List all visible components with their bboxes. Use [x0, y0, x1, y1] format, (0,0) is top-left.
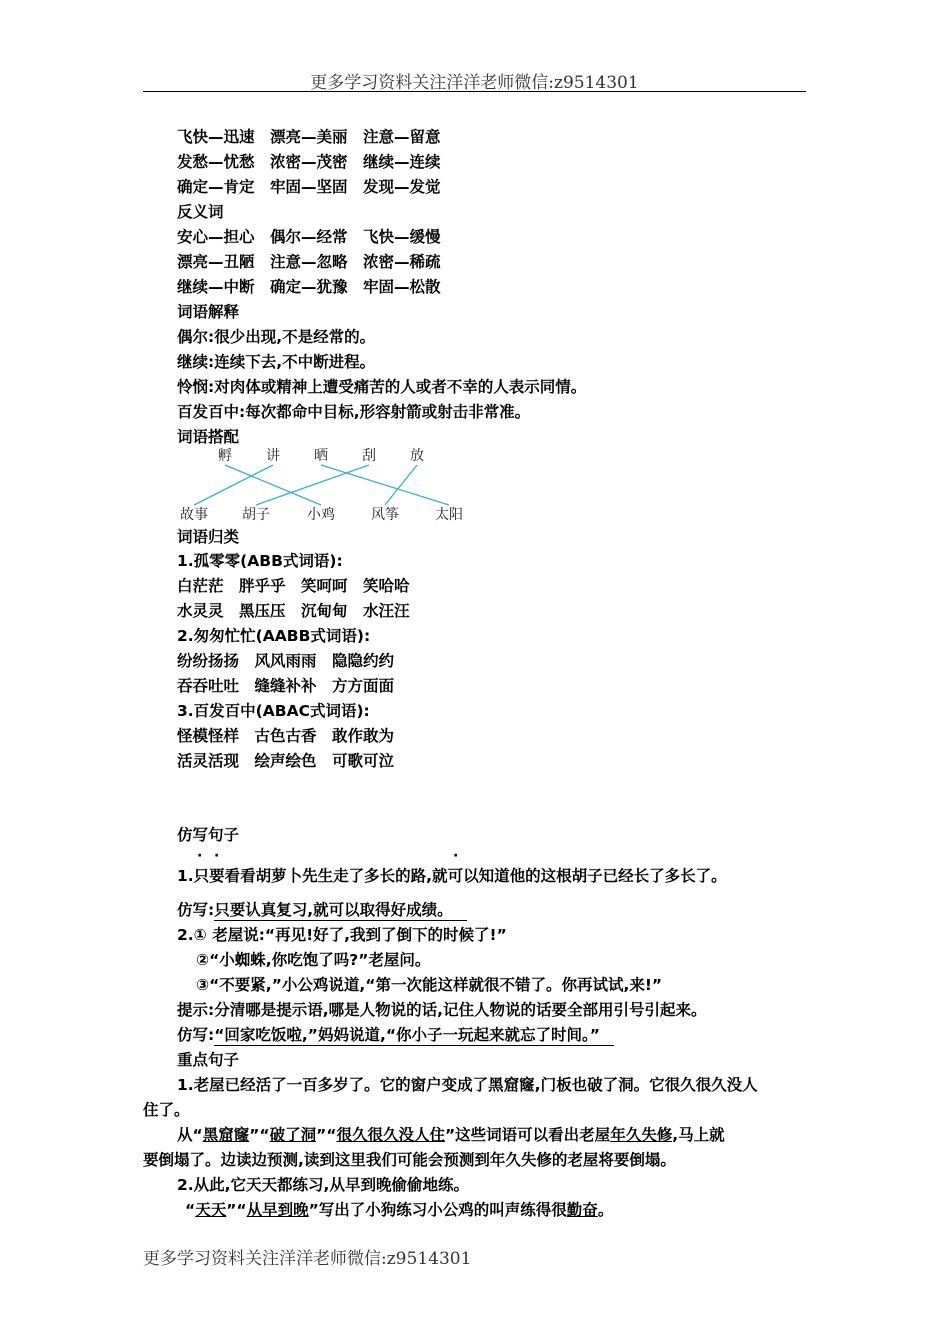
antonym-line-1: 安心—担心 偶尔—经常 飞快—缓慢	[177, 228, 441, 246]
match-bottom-word: 胡子	[242, 507, 270, 523]
underlined-word: 年久失修	[610, 1126, 673, 1144]
header-rule	[143, 91, 806, 92]
match-bottom-word: 太阳	[435, 507, 463, 523]
match-bottom-word: 小鸡	[307, 507, 335, 523]
match-top-word: 讲	[266, 448, 280, 464]
match-top-word: 孵	[218, 448, 232, 464]
text-part: ”“	[316, 1126, 337, 1144]
imitation-label: 仿写:	[177, 1026, 215, 1044]
text-part: 从“	[177, 1126, 203, 1144]
classification-3-row-2: 活灵活现 绘声绘色 可歌可泣	[177, 752, 395, 770]
imitation-label: 仿写:	[177, 901, 215, 919]
imitation-answer-1	[177, 900, 467, 921]
key-analysis-1	[177, 1125, 725, 1145]
imitation-sentence-2a: 2.① 老屋说:“再见!好了,我到了倒下的时候了!”	[177, 926, 507, 944]
match-top-word: 晒	[314, 448, 328, 464]
underlined-word: 很久很久没人住	[336, 1126, 445, 1144]
page-header: 更多学习资料关注洋洋老师微信:z9514301	[310, 73, 639, 93]
classification-1-row-2: 水灵灵 黑压压 沉甸甸 水汪汪	[177, 602, 410, 620]
explanation-4: 百发百中:每次都命中目标,形容射箭或射击非常准。	[177, 403, 531, 421]
synonym-line-3: 确定—肯定 牢固—坚固 发现—发觉	[177, 178, 441, 196]
imitation-sentence-2c: ③“不要紧,”小公鸡说道,“第一次能这样就很不错了。你再试试,来!”	[196, 976, 663, 994]
match-bottom-word: 故事	[180, 507, 208, 523]
classification-3-title: 3.百发百中(ABAC式词语):	[177, 702, 370, 720]
classification-2-title: 2.匆匆忙忙(AABB式词语):	[177, 627, 371, 645]
underlined-word: 天天	[195, 1201, 227, 1219]
emphasis-dot: ·	[453, 848, 459, 864]
match-connector-line	[321, 465, 449, 505]
matching-heading: 词语搭配	[177, 428, 240, 446]
underlined-word: 黑窟窿	[202, 1126, 250, 1144]
antonym-heading: 反义词	[177, 203, 224, 221]
text-part: “	[185, 1201, 196, 1219]
match-top-word: 放	[410, 448, 424, 464]
emphasis-dot: ·	[214, 848, 220, 864]
classification-1-row-1: 白茫茫 胖乎乎 笑呵呵 笑哈哈	[177, 577, 410, 595]
antonym-line-3: 继续—中断 确定—犹豫 牢固—松散	[177, 278, 441, 296]
answer-blank: 只要认真复习,就可以取得好成绩。	[214, 900, 466, 921]
explanation-2: 继续:连续下去,不中断进程。	[177, 353, 376, 371]
key-sentence-1a: 1.老屋已经活了一百多岁了。它的窗户变成了黑窟窿,门板也破了洞。它很久很久没人	[177, 1076, 758, 1094]
match-top-word: 刮	[362, 448, 376, 464]
text-part: ”这些词语可以看出老屋	[444, 1126, 611, 1144]
page-footer: 更多学习资料关注洋洋老师微信:z9514301	[143, 1249, 472, 1269]
word-matching-diagram	[170, 444, 510, 524]
key-sentences-heading: 重点句子	[177, 1051, 240, 1069]
answer-blank: “回家吃饭啦,”妈妈说道,“你小子一玩起来就忘了时间。”	[214, 1025, 614, 1046]
match-connector-line	[194, 465, 273, 505]
match-bottom-word: 风筝	[371, 507, 399, 523]
underlined-word: 从早到晚	[246, 1201, 309, 1219]
underlined-word: 破了洞	[269, 1126, 317, 1144]
emphasis-dot: ·	[197, 848, 203, 864]
key-sentence-1b: 住了。	[143, 1101, 190, 1119]
text-part: ”写出了小狗练习小公鸡的叫声练得很	[308, 1201, 567, 1219]
text-part: 。	[597, 1201, 614, 1219]
antonym-line-2: 漂亮—丑陋 注意—忽略 浓密—稀疏	[177, 253, 441, 271]
imitation-hint: 提示:分清哪是提示语,哪是人物说的话,记住人物说的话要全部用引号引起来。	[177, 1001, 707, 1019]
synonym-line-2: 发愁—忧愁 浓密—茂密 继续—连续	[177, 153, 441, 171]
explanation-heading: 词语解释	[177, 303, 240, 321]
classification-1-title: 1.孤零零(ABB式词语):	[177, 552, 343, 570]
key-sentence-2: 2.从此,它天天都练习,从早到晚偷偷地练。	[177, 1176, 469, 1194]
text-part: ”“	[226, 1201, 247, 1219]
classification-3-row-1: 怪模怪样 古色古香 敢作敢为	[177, 727, 395, 745]
imitation-sentence-2b: ②“小蜘蛛,你吃饱了吗?”老屋问。	[196, 951, 431, 969]
match-connector-line	[385, 465, 417, 505]
classification-2-row-1: 纷纷扬扬 风风雨雨 隐隐约约	[177, 652, 395, 670]
explanation-1: 偶尔:很少出现,不是经常的。	[177, 328, 376, 346]
key-analysis-2	[185, 1200, 613, 1220]
classification-heading: 词语归类	[177, 528, 240, 546]
underlined-word: 勤奋	[566, 1201, 598, 1219]
classification-2-row-2: 吞吞吐吐 缝缝补补 方方面面	[177, 677, 395, 695]
imitation-answer-2	[177, 1025, 614, 1046]
text-part: ”“	[249, 1126, 270, 1144]
imitation-sentence-1: 1.只要看看胡萝卜先生走了多长的路,就可以知道他的这根胡子已经长了多长了。	[177, 867, 727, 885]
synonym-line-1: 飞快—迅速 漂亮—美丽 注意—留意	[177, 128, 441, 146]
key-analysis-1b: 要倒塌了。边读边预测,读到这里我们可能会预测到年久失修的老屋将要倒塌。	[143, 1151, 676, 1169]
imitation-heading: 仿写句子	[177, 826, 240, 844]
explanation-3: 怜悯:对肉体或精神上遭受痛苦的人或者不幸的人表示同情。	[177, 378, 587, 396]
text-part: ,马上就	[672, 1126, 725, 1144]
